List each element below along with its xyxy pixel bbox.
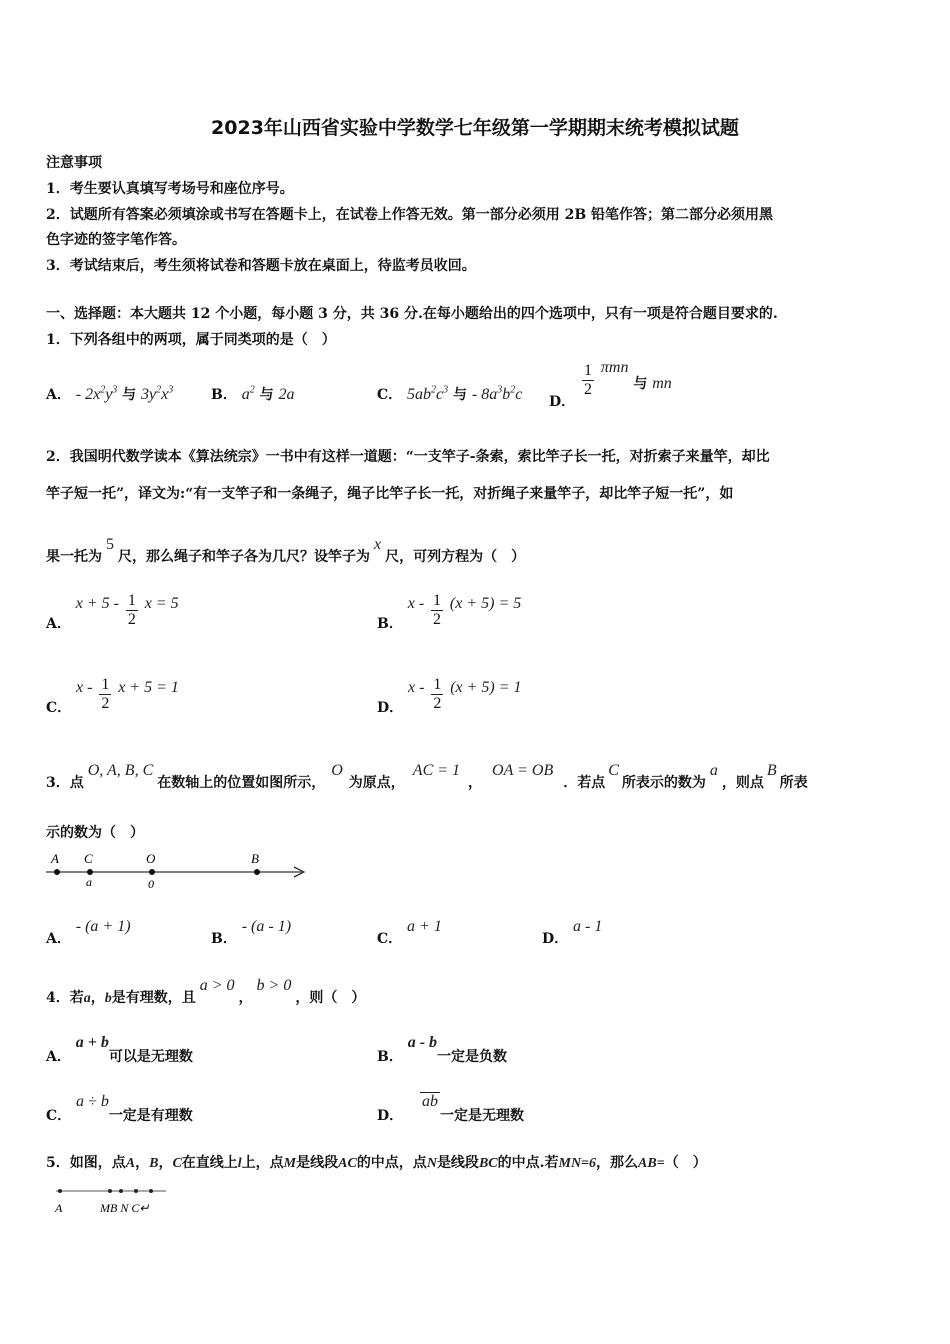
option-label: D． [542,931,569,947]
q2-d-fraction: $\frac{1}{2}$ [433,676,442,712]
q1-d-with: 与 [633,376,648,393]
option-label: C． [377,931,403,947]
option-label: D． [549,394,576,411]
q1-d-expr2: mn [652,375,672,393]
option-label: C． [46,700,72,717]
q1-c-expr1: $5ab^2c^3$ [407,384,449,403]
q4-option-a[interactable]: A． a + b可以是无理数 [46,1034,193,1065]
option-label: D． [377,700,404,717]
q1-d-fraction: $\frac{1}{2}$ [584,362,593,398]
option-label: A． [46,931,71,947]
q1-option-d[interactable] [549,359,672,411]
q5-stem: 5．如图，点A，B，C在直线上l上，点M是线段AC的中点，点N是线段BC的中点.若MN=6，那么AB=（ ） [46,1155,707,1171]
q3-option-c[interactable]: C． a + 1 [377,918,442,947]
q4-option-b[interactable]: B． a - b一定是负数 [377,1034,508,1065]
q1-a-expr1: - $2x^2y^3$ [75,384,118,403]
q4-option-d[interactable]: D． ab一定是无理数 [377,1093,525,1124]
q1-option-c[interactable] [377,384,522,404]
q1-a-with: 与 [122,387,137,403]
q2-option-c[interactable]: C． x - $\frac{1}{2}$ x + 5 = 1 [46,676,179,717]
q2-option-d[interactable]: D． x - $\frac{1}{2}$ (x + 5) = 1 [377,676,522,717]
q2-line-1: 2．我国明代数学读本《算法统宗》一书中有这样一道题：“一支竿子-条索，索比竿子长一托，对折索子来量竿，却比 [46,449,770,465]
label-o-value: 0 [148,877,154,891]
option-label: C． [377,387,403,403]
q2-option-a[interactable]: A． x + 5 - $\frac{1}{2}$ x = 5 [46,592,179,633]
notice-heading: 注意事项 [46,155,102,171]
q3-option-a[interactable]: A． - (a + 1) [46,918,131,947]
q1-d-expr1: πmn [600,359,629,377]
option-label: A． [46,387,71,403]
q2-option-b[interactable]: B． x - $\frac{1}{2}$ (x + 5) = 5 [377,592,522,633]
q1-option-b[interactable] [211,384,294,404]
point-o [149,869,155,875]
label-mbnc: MB N C↵ [100,1201,150,1215]
q1-b-expr1: $a^2$ [241,384,255,403]
section-heading: 一、选择题：本大题共 12 个小题，每小题 3 分，共 36 分.在每小题给出的四个选项中，只有一项是符合题目要求的. [46,306,778,322]
q2-b-fraction: $\frac{1}{2}$ [433,592,442,628]
point-a [54,869,60,875]
q3-option-d[interactable]: D． a - 1 [542,918,603,947]
option-label: B． [377,1049,403,1065]
q3-line-1: 3．点O, A, B, C在数轴上的位置如图所示，O为原点，AC = 1，OA = OB．若点C所表示的数为a，则点B所表 [46,762,808,791]
point-m [108,1189,112,1193]
option-label: B． [211,387,237,403]
label-a: A [55,1201,63,1215]
q3-option-b[interactable]: B． - (a - 1) [211,918,292,947]
notice-item-1: 1．考生要认真填写考场号和座位序号。 [46,181,294,197]
q3-line-2: 示的数为（ ） [46,825,144,841]
label-a: A [51,851,59,866]
point-a [58,1189,62,1193]
q4-d-sqrt: ab [422,1093,439,1110]
option-label: B． [211,931,237,947]
q2-line-2: 竿子短一托”，译文为:“有一支竿子和一条绳子，绳子比竿子长一托，对折绳子来量竿子，却比竿子短一托”，如 [46,486,734,502]
label-o: O [146,851,156,866]
label-b: B [251,851,259,866]
q2-line-3: 果一托为5尺，那么绳子和竿子各为几尺？设竿子为x尺，可列方程为（ ） [46,536,526,565]
option-label: C． [46,1108,72,1124]
q1-b-with: 与 [259,387,274,403]
q4-option-c[interactable]: C． a ÷ b一定是有理数 [46,1093,193,1124]
notice-item-2-cont: 色字迹的签字笔作答。 [46,232,186,248]
q1-c-expr2: - $8a^3b^2c$ [471,384,523,403]
option-label: A． [46,616,71,633]
point-n [134,1189,138,1193]
point-b [254,869,260,875]
q2-c-fraction: $\frac{1}{2}$ [101,676,110,712]
option-label: D． [377,1108,404,1124]
option-label: B． [377,616,403,633]
q1-option-a[interactable] [46,384,173,404]
q4-stem: 4．若a，b是有理数，且a > 0，b > 0，则（ ） [46,977,366,1006]
q3-number-line [44,848,314,892]
q1-a-expr2: $3y^2x^3$ [141,384,174,403]
q2-a-fraction: $\frac{1}{2}$ [127,592,136,628]
page-title: 2023年山西省实验中学数学七年级第一学期期末统考模拟试题 [211,117,739,139]
q1-c-with: 与 [453,387,468,403]
q5-segment-figure [50,1184,180,1220]
point-b [119,1189,123,1193]
q1-b-expr2: 2a [278,386,295,403]
option-label: A． [46,1049,71,1065]
point-c [149,1189,153,1193]
label-c: C [84,851,93,866]
notice-item-3: 3．考试结束后，考生须将试卷和答题卡放在桌面上，待监考员收回。 [46,258,476,274]
q1-stem: 1．下列各组中的两项，属于同类项的是（ ） [46,332,336,348]
notice-item-2: 2．试题所有答案必须填涂或书写在答题卡上，在试卷上作答无效。第一部分必须用 2B 铅笔作答；第二部分必须用黑 [46,207,774,223]
label-c-value: a [86,875,92,889]
